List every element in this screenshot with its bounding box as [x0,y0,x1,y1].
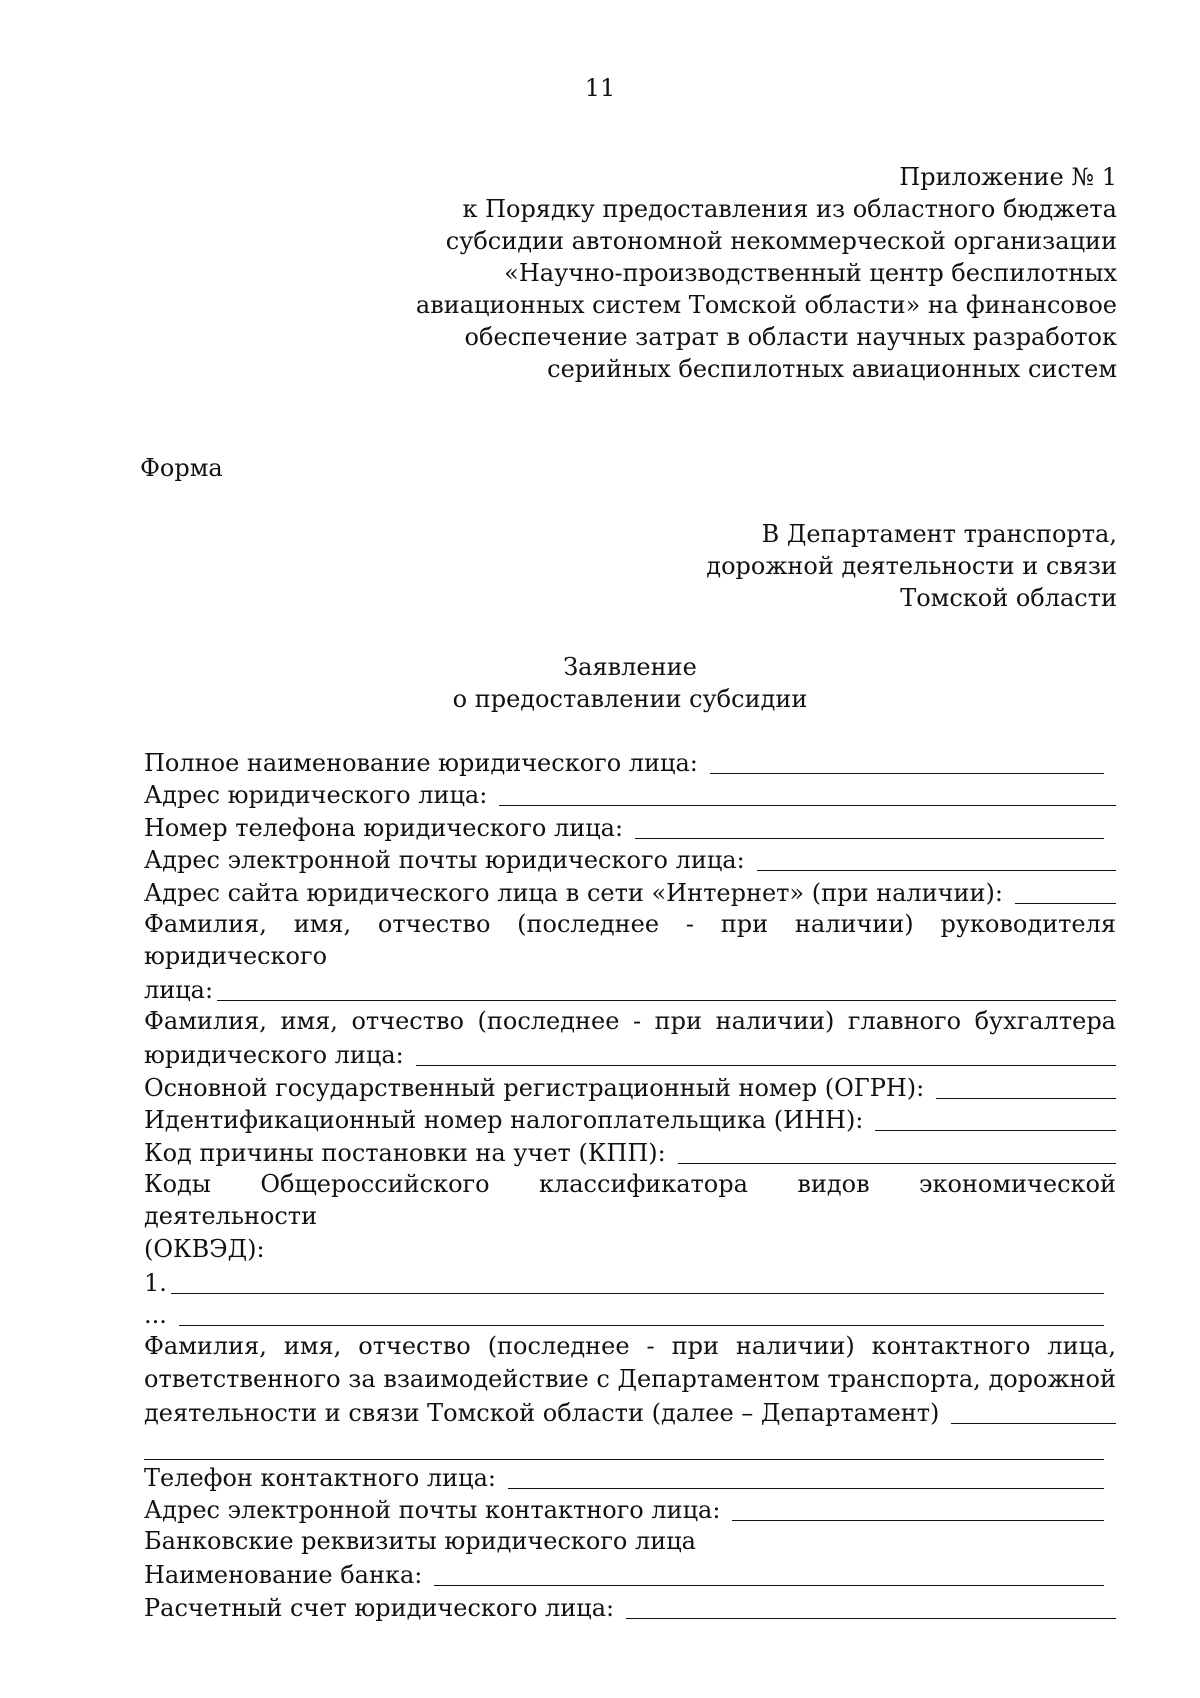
contact-name-field-continued[interactable] [144,1428,1104,1461]
contact-email-label: Адрес электронной почты контактного лица: [144,1496,721,1524]
account-label: Расчетный счет юридического лица: [144,1593,615,1622]
title-line-1: Заявление [563,653,697,681]
contact-label-line-3: деятельности и связи Томской области (далее – Департамент) [144,1398,940,1427]
contact-phone-label: Телефон контактного лица: [144,1463,496,1492]
website-label: Адрес сайта юридического лица в сети «Интернет» (при наличии): [144,878,1003,907]
address-label: Адрес юридического лица: [144,781,488,809]
contact-name-field[interactable] [951,1399,1116,1424]
ogrn-field[interactable] [936,1074,1116,1099]
bank-details-heading: Банковские реквизиты юридического лица [144,1527,696,1555]
addressee-line: Томской области [900,584,1117,612]
head-name-field[interactable] [217,976,1116,1001]
kpp-row [144,1135,1116,1168]
contact-phone-row [144,1460,1116,1493]
inn-row [144,1103,1116,1136]
head-label-line-2: лица: [144,976,214,1004]
okved-ellipsis-field[interactable] [179,1301,1104,1326]
accountant-label-line-1: Фамилия, имя, отчество (последнее - при наличии) главного бухгалтера [144,1007,1116,1035]
email-row [144,843,1116,876]
email-label: Адрес электронной почты юридического лица: [144,846,745,874]
contact-phone-field[interactable] [508,1464,1104,1489]
phone-row [144,810,1116,843]
email-field[interactable] [757,846,1116,871]
head-label-line-1: Фамилия, имя, отчество (последнее - при наличии) руководителя юридического [144,909,1116,970]
full-name-field[interactable] [710,749,1104,774]
okved-label-line-1: Коды Общероссийского классификатора видов экономической деятельности [144,1169,1116,1230]
appendix-line: «Научно-производственный центр беспилотных [504,259,1117,287]
appendix-line: авиационных систем Томской области» на финансовое [415,291,1117,319]
ogrn-row [144,1070,1116,1103]
application-form [144,745,1116,1623]
contact-row [144,1395,1116,1428]
appendix-line: Приложение № 1 [899,163,1117,191]
addressee-block [706,518,1117,614]
phone-label: Номер телефона юридического лица: [144,813,624,842]
okved-item-number: 1. [144,1268,167,1297]
inn-label: Идентификационный номер налогоплательщика (ИНН): [144,1106,864,1134]
accountant-name-field[interactable] [416,1041,1116,1066]
full-name-row [144,745,1116,778]
full-name-label: Полное наименование юридического лица: [144,748,698,777]
bank-name-label: Наименование банка: [144,1561,423,1589]
addressee-line: В Департамент транспорта, [761,520,1117,548]
bank-name-row [144,1558,1116,1591]
title-line-2: о предоставлении субсидии [452,685,808,713]
address-row [144,778,1116,811]
account-field[interactable] [626,1594,1116,1619]
contact-email-field[interactable] [732,1496,1104,1521]
okved-label-line-2: (ОКВЭД): [144,1234,265,1263]
okved-ellipsis: ... [144,1301,167,1329]
addressee-line: дорожной деятельности и связи [706,552,1117,580]
appendix-line: серийных беспилотных авиационных систем [547,355,1117,383]
account-row [144,1590,1116,1623]
appendix-line: к Порядку предоставления из областного бюджета [462,195,1117,223]
okved-ellipsis-row [144,1298,1116,1331]
address-field[interactable] [499,781,1116,806]
website-field[interactable] [1015,879,1116,904]
contact-email-row [144,1493,1116,1526]
ogrn-label: Основной государственный регистрационный номер (ОГРН): [144,1073,925,1102]
kpp-field[interactable] [678,1139,1116,1164]
appendix-header [416,161,1117,385]
phone-field[interactable] [635,814,1104,839]
head-row [144,973,1116,1006]
website-row [144,875,1116,908]
accountant-row [144,1038,1116,1071]
document-title [0,651,1200,715]
form-label: Форма [140,454,223,482]
okved-item-row [144,1265,1116,1298]
appendix-line: обеспечение затрат в области научных разработок [464,323,1117,351]
okved-item-field[interactable] [171,1269,1104,1294]
inn-field[interactable] [875,1106,1116,1131]
kpp-label: Код причины постановки на учет (КПП): [144,1138,666,1167]
appendix-line: субсидии автономной некоммерческой организации [445,227,1117,255]
bank-name-field[interactable] [434,1561,1104,1586]
page-number: 11 [584,74,616,102]
contact-label-line-2: ответственного за взаимодействие с Департаментом транспорта, дорожной [144,1364,1116,1393]
contact-label-line-1: Фамилия, имя, отчество (последнее - при наличии) контактного лица, [144,1332,1116,1360]
accountant-label-line-2: юридического лица: [144,1041,404,1069]
